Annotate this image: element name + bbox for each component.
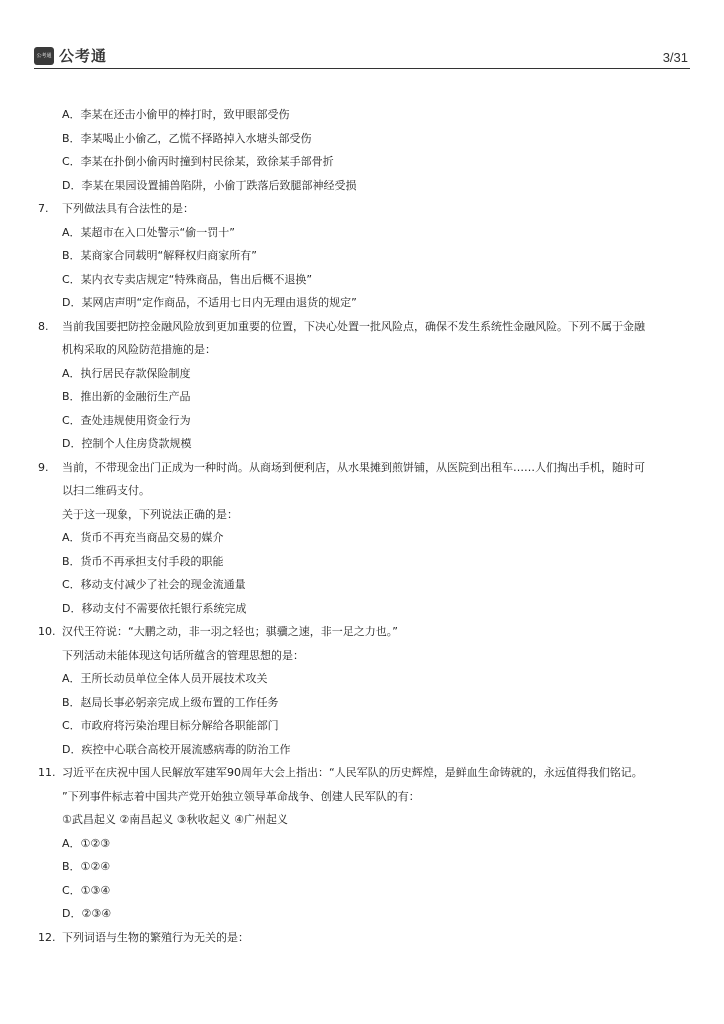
logo-text: 公考通 [59, 47, 108, 65]
q6-option-d: D．李某在果园设置捕兽陷阱，小偷丁跌落后致腿部神经受损 [62, 178, 357, 192]
question-10 [38, 620, 690, 644]
question-stem-continued: 机构采取的风险防范措施的是： [62, 343, 216, 356]
q6-option-c: C．李某在扑倒小偷丙时撞到村民徐某，致徐某手部骨折 [62, 155, 334, 168]
q11-option-a: A．①②③ [62, 836, 111, 850]
q11-option-c: C．①③④ [62, 883, 111, 897]
q9-option-b: B．货币不再承担支付手段的职能 [62, 554, 224, 568]
q6-option-b: B．李某喝止小偷乙，乙慌不择路掉入水塘头部受伤 [62, 131, 312, 145]
q9-option-c: C．移动支付减少了社会的现金流通量 [62, 578, 246, 591]
q11-option-b: B．①②④ [62, 860, 111, 873]
question-11 [38, 761, 690, 785]
q11-option-d: D．②③④ [62, 907, 112, 920]
q7-option-a: A．某超市在入口处警示“偷一罚十” [62, 225, 235, 239]
question-number: 8. [38, 319, 49, 333]
question-content [38, 103, 690, 949]
q10-option-c: C．市政府将污染治理目标分解给各职能部门 [62, 719, 279, 732]
question-12 [38, 926, 690, 950]
question-stem: 下列词语与生物的繁殖行为无关的是： [62, 930, 249, 944]
question-stem-continued: 以扫二维码支付。 [62, 484, 150, 497]
logo-badge-icon: 公考通 [34, 47, 54, 65]
q9-option-a: A．货币不再充当商品交易的媒介 [62, 531, 224, 544]
q7-option-c: C．某内衣专卖店规定“特殊商品，售出后概不退换” [62, 272, 313, 286]
q7-option-b: B．某商家合同载明“解释权归商家所有” [62, 249, 257, 262]
page-number: 3/31 [662, 50, 688, 65]
q8-option-a: A．执行居民存款保险制度 [62, 366, 191, 380]
q8-option-d: D．控制个人住房贷款规模 [62, 437, 192, 450]
question-prompt: 关于这一现象，下列说法正确的是： [62, 507, 238, 521]
question-stem-continued: ”下列事件标志着中国共产党开始独立领导革命战争、创建人民军队的有： [62, 789, 420, 803]
q10-option-d: D．疾控中心联合高校开展流感病毒的防治工作 [62, 742, 291, 756]
q8-option-b: B．推出新的金融衍生产品 [62, 390, 191, 403]
q10-option-b: B．赵局长事必躬亲完成上级布置的工作任务 [62, 695, 279, 709]
question-stem: 习近平在庆祝中国人民解放军建军90周年大会上指出：“人民军队的历史辉煌，是鲜血生命铸就的，永远值得我们铭记。 [62, 766, 643, 779]
question-stem: 汉代王符说：“大鹏之动，非一羽之轻也；骐骥之速，非一足之力也。” [62, 625, 398, 638]
q10-option-a: A．王所长动员单位全体人员开展技术攻关 [62, 672, 268, 685]
question-8 [38, 315, 690, 339]
q9-option-d: D．移动支付不需要依托银行系统完成 [62, 601, 247, 615]
question-number: 12. [38, 930, 56, 944]
question-stem: 下列做法具有合法性的是： [62, 202, 194, 215]
page-header [34, 42, 690, 69]
question-prompt: 下列活动未能体现这句话所蕴含的管理思想的是： [62, 648, 304, 662]
q6-option-a: A．李某在还击小偷甲的棒打时，致甲眼部受伤 [62, 108, 290, 121]
question-9 [38, 456, 690, 480]
question-number: 7. [38, 202, 49, 215]
question-choices: ①武昌起义 ②南昌起义 ③秋收起义 ④广州起义 [62, 813, 288, 826]
question-stem: 当前我国要把防控金融风险放到更加重要的位置，下决心处置一批风险点，确保不发生系统性金融风险。下列不属于金融 [62, 319, 645, 333]
question-stem: 当前，不带现金出门正成为一种时尚。从商场到便利店，从水果摊到煎饼铺，从医院到出租车……人们掏出手机，随时可 [62, 460, 645, 474]
brand-logo [34, 45, 107, 66]
question-7 [38, 197, 690, 221]
q8-option-c: C．查处违规使用资金行为 [62, 413, 191, 427]
q7-option-d: D．某网店声明“定作商品，不适用七日内无理由退货的规定” [62, 296, 357, 309]
question-number: 11. [38, 766, 56, 779]
question-number: 9. [38, 460, 49, 474]
question-number: 10. [38, 625, 56, 638]
